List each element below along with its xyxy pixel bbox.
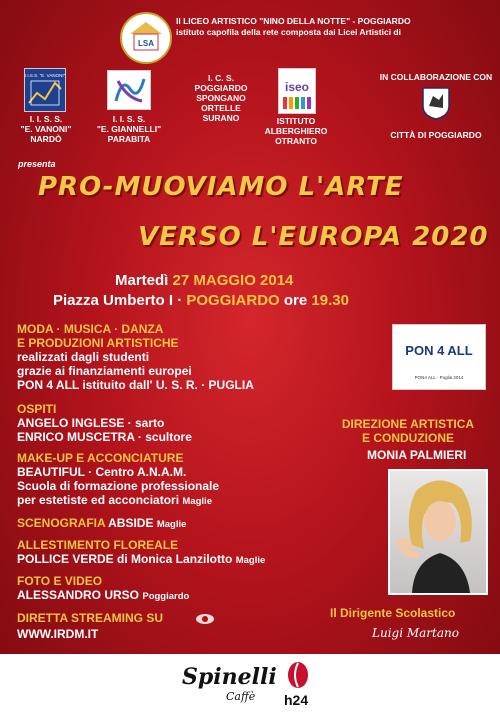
diretta-link[interactable]: WWW.IRDM.IT (17, 627, 99, 641)
title-line-2: VERSO L'EUROPA 2020 (138, 222, 489, 252)
caffe-label: Caffè (226, 690, 256, 703)
poggiardo-crest (421, 86, 451, 120)
sec-makeup: MAKE-UP E ACCONCIATURE (17, 451, 184, 465)
liceo-subtitle: istituto capofila della rete composta dai Licei Artistici di (176, 27, 401, 37)
sec-moda: MODA · MUSICA · DANZA E PRODUZIONI ARTISTICHE (17, 322, 179, 350)
liceo-name: Il LICEO ARTISTICO "NINO DELLA NOTTE" - POGGIARDO (176, 16, 411, 26)
ospiti-text: ANGELO INGLESE · sarto ENRICO MUSCETRA · scultore (17, 416, 192, 444)
caption-giannelli: I. I. S. S. "E. GIANNELLI" PARABITA (96, 114, 162, 144)
liceo-logo (120, 12, 172, 64)
vanoni-logo-text: I.I.S.S. "E. VANONI" (25, 73, 65, 78)
foto-text: ALESSANDRO URSO Poggiardo (17, 588, 190, 602)
direzione-label: DIREZIONE ARTISTICA E CONDUZIONE (341, 417, 475, 445)
pon4all-logo-text: PON 4 ALL (405, 343, 473, 358)
liceo-logo-icon (122, 14, 170, 62)
allestimento-text: POLLICE VERDE di Monica Lanzilotto Maglie (17, 552, 266, 566)
caption-collab: IN COLLABORAZIONE CON (379, 72, 493, 82)
caption-ics: I. C. S. POGGIARDO SPONGANO ORTELLE SURANO (194, 73, 248, 123)
liceo-logo-letters: LSA (138, 39, 154, 48)
iseo-logo-text: iseo (284, 80, 310, 94)
title-line-1: PRO-MUOVIAMO L'ARTE (38, 172, 404, 202)
caption-citta: CITTÀ DI POGGIARDO (390, 130, 482, 140)
presenta-label: presenta (18, 159, 56, 169)
makeup-text: BEAUTIFUL · Centro A.N.A.M. Scuola di formazione professionale per estetiste ed acconciatori Maglie (17, 465, 220, 507)
spinelli-brand: Spinelli (182, 664, 277, 690)
pon4all-logo (392, 324, 486, 390)
sec-allestimento: ALLESTIMENTO FLOREALE (17, 538, 179, 552)
iseo-logo (278, 68, 316, 114)
monia-photo (388, 469, 488, 595)
sec-scenografia: SCENOGRAFIA ABSIDE Maglie (17, 516, 187, 530)
stream-icon (195, 612, 215, 624)
moda-text: realizzati dagli studenti grazie ai finanziamenti europei PON 4 ALL istituito dall' U. S. R. · PUGLIA (17, 350, 254, 392)
footer-sponsor (0, 654, 500, 715)
sec-ospiti: OSPITI (17, 402, 57, 416)
sec-diretta: DIRETTA STREAMING SU (17, 611, 163, 625)
caption-alberghiero: ISTITUTO ALBERGHIERO OTRANTO (264, 116, 328, 146)
coffee-bean-icon (286, 660, 310, 690)
sec-foto: FOTO E VIDEO (17, 574, 103, 588)
date-line: Martedì 27 MAGGIO 2014 (115, 272, 294, 289)
dirigente-label: Il Dirigente Scolastico (330, 606, 456, 620)
pon4all-logo-caption: PON4 ALL · Puglia 2014 (414, 375, 464, 380)
place-line: Piazza Umberto I · POGGIARDO ore 19.30 (53, 292, 349, 309)
vanoni-logo (24, 68, 66, 112)
giannelli-logo (107, 70, 151, 110)
h24-label: h24 (284, 692, 309, 708)
dirigente-signature: Luigi Martano (372, 626, 459, 640)
caption-vanoni: I. I. S. S. "E. VANONI" NARDÒ (20, 114, 72, 144)
direzione-name: MONIA PALMIERI (367, 448, 467, 462)
